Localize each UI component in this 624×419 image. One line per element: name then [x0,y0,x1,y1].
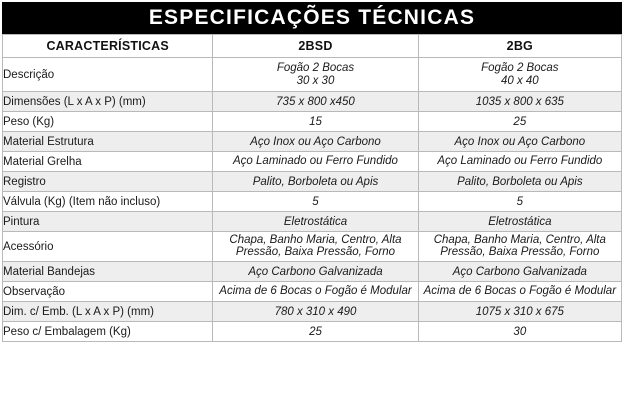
row-value-b: 25 [418,112,621,132]
row-value-b: Chapa, Banho Maria, Centro, Alta Pressão, Baixa Pressão, Forno [418,232,621,262]
row-value-b: Aço Carbono Galvanizada [418,262,621,282]
row-label: Material Grelha [3,152,213,172]
row-label: Pintura [3,212,213,232]
row-value-b: Aço Inox ou Aço Carbono [418,132,621,152]
row-label: Registro [3,172,213,192]
page-title: ESPECIFICAÇÕES TÉCNICAS [2,2,622,34]
table-row [3,172,622,192]
row-label: Dim. c/ Emb. (L x A x P) (mm) [3,302,213,322]
row-value-a: Fogão 2 Bocas 30 x 30 [213,58,418,92]
row-value-a: Aço Carbono Galvanizada [213,262,418,282]
row-label: Válvula (Kg) (Item não incluso) [3,192,213,212]
table-body [3,35,622,342]
row-value-b: Acima de 6 Bocas o Fogão é Modular [418,282,621,302]
row-value-a: Acima de 6 Bocas o Fogão é Modular [213,282,418,302]
table-row [3,132,622,152]
table-row [3,262,622,282]
row-label: Descrição [3,58,213,92]
row-value-a: 15 [213,112,418,132]
column-header-model-b: 2BG [418,35,621,58]
column-header-model-a: 2BSD [213,35,418,58]
table-row [3,58,622,92]
row-label: Peso c/ Embalagem (Kg) [3,322,213,342]
row-value-b: 1075 x 310 x 675 [418,302,621,322]
row-value-b: 1035 x 800 x 635 [418,92,621,112]
row-value-a: Eletrostática [213,212,418,232]
specifications-table [2,34,622,342]
row-label: Observação [3,282,213,302]
row-value-a: Aço Laminado ou Ferro Fundido [213,152,418,172]
table-row [3,322,622,342]
row-label: Material Bandejas [3,262,213,282]
table-row [3,192,622,212]
row-label: Dimensões (L x A x P) (mm) [3,92,213,112]
row-value-a: 5 [213,192,418,212]
row-value-a: Palito, Borboleta ou Apis [213,172,418,192]
row-value-b: 5 [418,192,621,212]
row-value-a: Chapa, Banho Maria, Centro, Alta Pressão, Baixa Pressão, Forno [213,232,418,262]
row-label: Acessório [3,232,213,262]
row-value-a: 735 x 800 x450 [213,92,418,112]
row-value-a: Aço Inox ou Aço Carbono [213,132,418,152]
table-row [3,112,622,132]
row-value-b: Eletrostática [418,212,621,232]
table-row [3,152,622,172]
table-row [3,302,622,322]
row-value-b: 30 [418,322,621,342]
row-value-b: Palito, Borboleta ou Apis [418,172,621,192]
row-label: Material Estrutura [3,132,213,152]
table-row [3,92,622,112]
spec-sheet [0,2,624,419]
row-label: Peso (Kg) [3,112,213,132]
row-value-b: Aço Laminado ou Ferro Fundido [418,152,621,172]
row-value-a: 25 [213,322,418,342]
row-value-b: Fogão 2 Bocas 40 x 40 [418,58,621,92]
column-header-characteristics: CARACTERÍSTICAS [3,35,213,58]
table-header-row [3,35,622,58]
row-value-a: 780 x 310 x 490 [213,302,418,322]
table-row [3,212,622,232]
table-row [3,232,622,262]
table-row [3,282,622,302]
